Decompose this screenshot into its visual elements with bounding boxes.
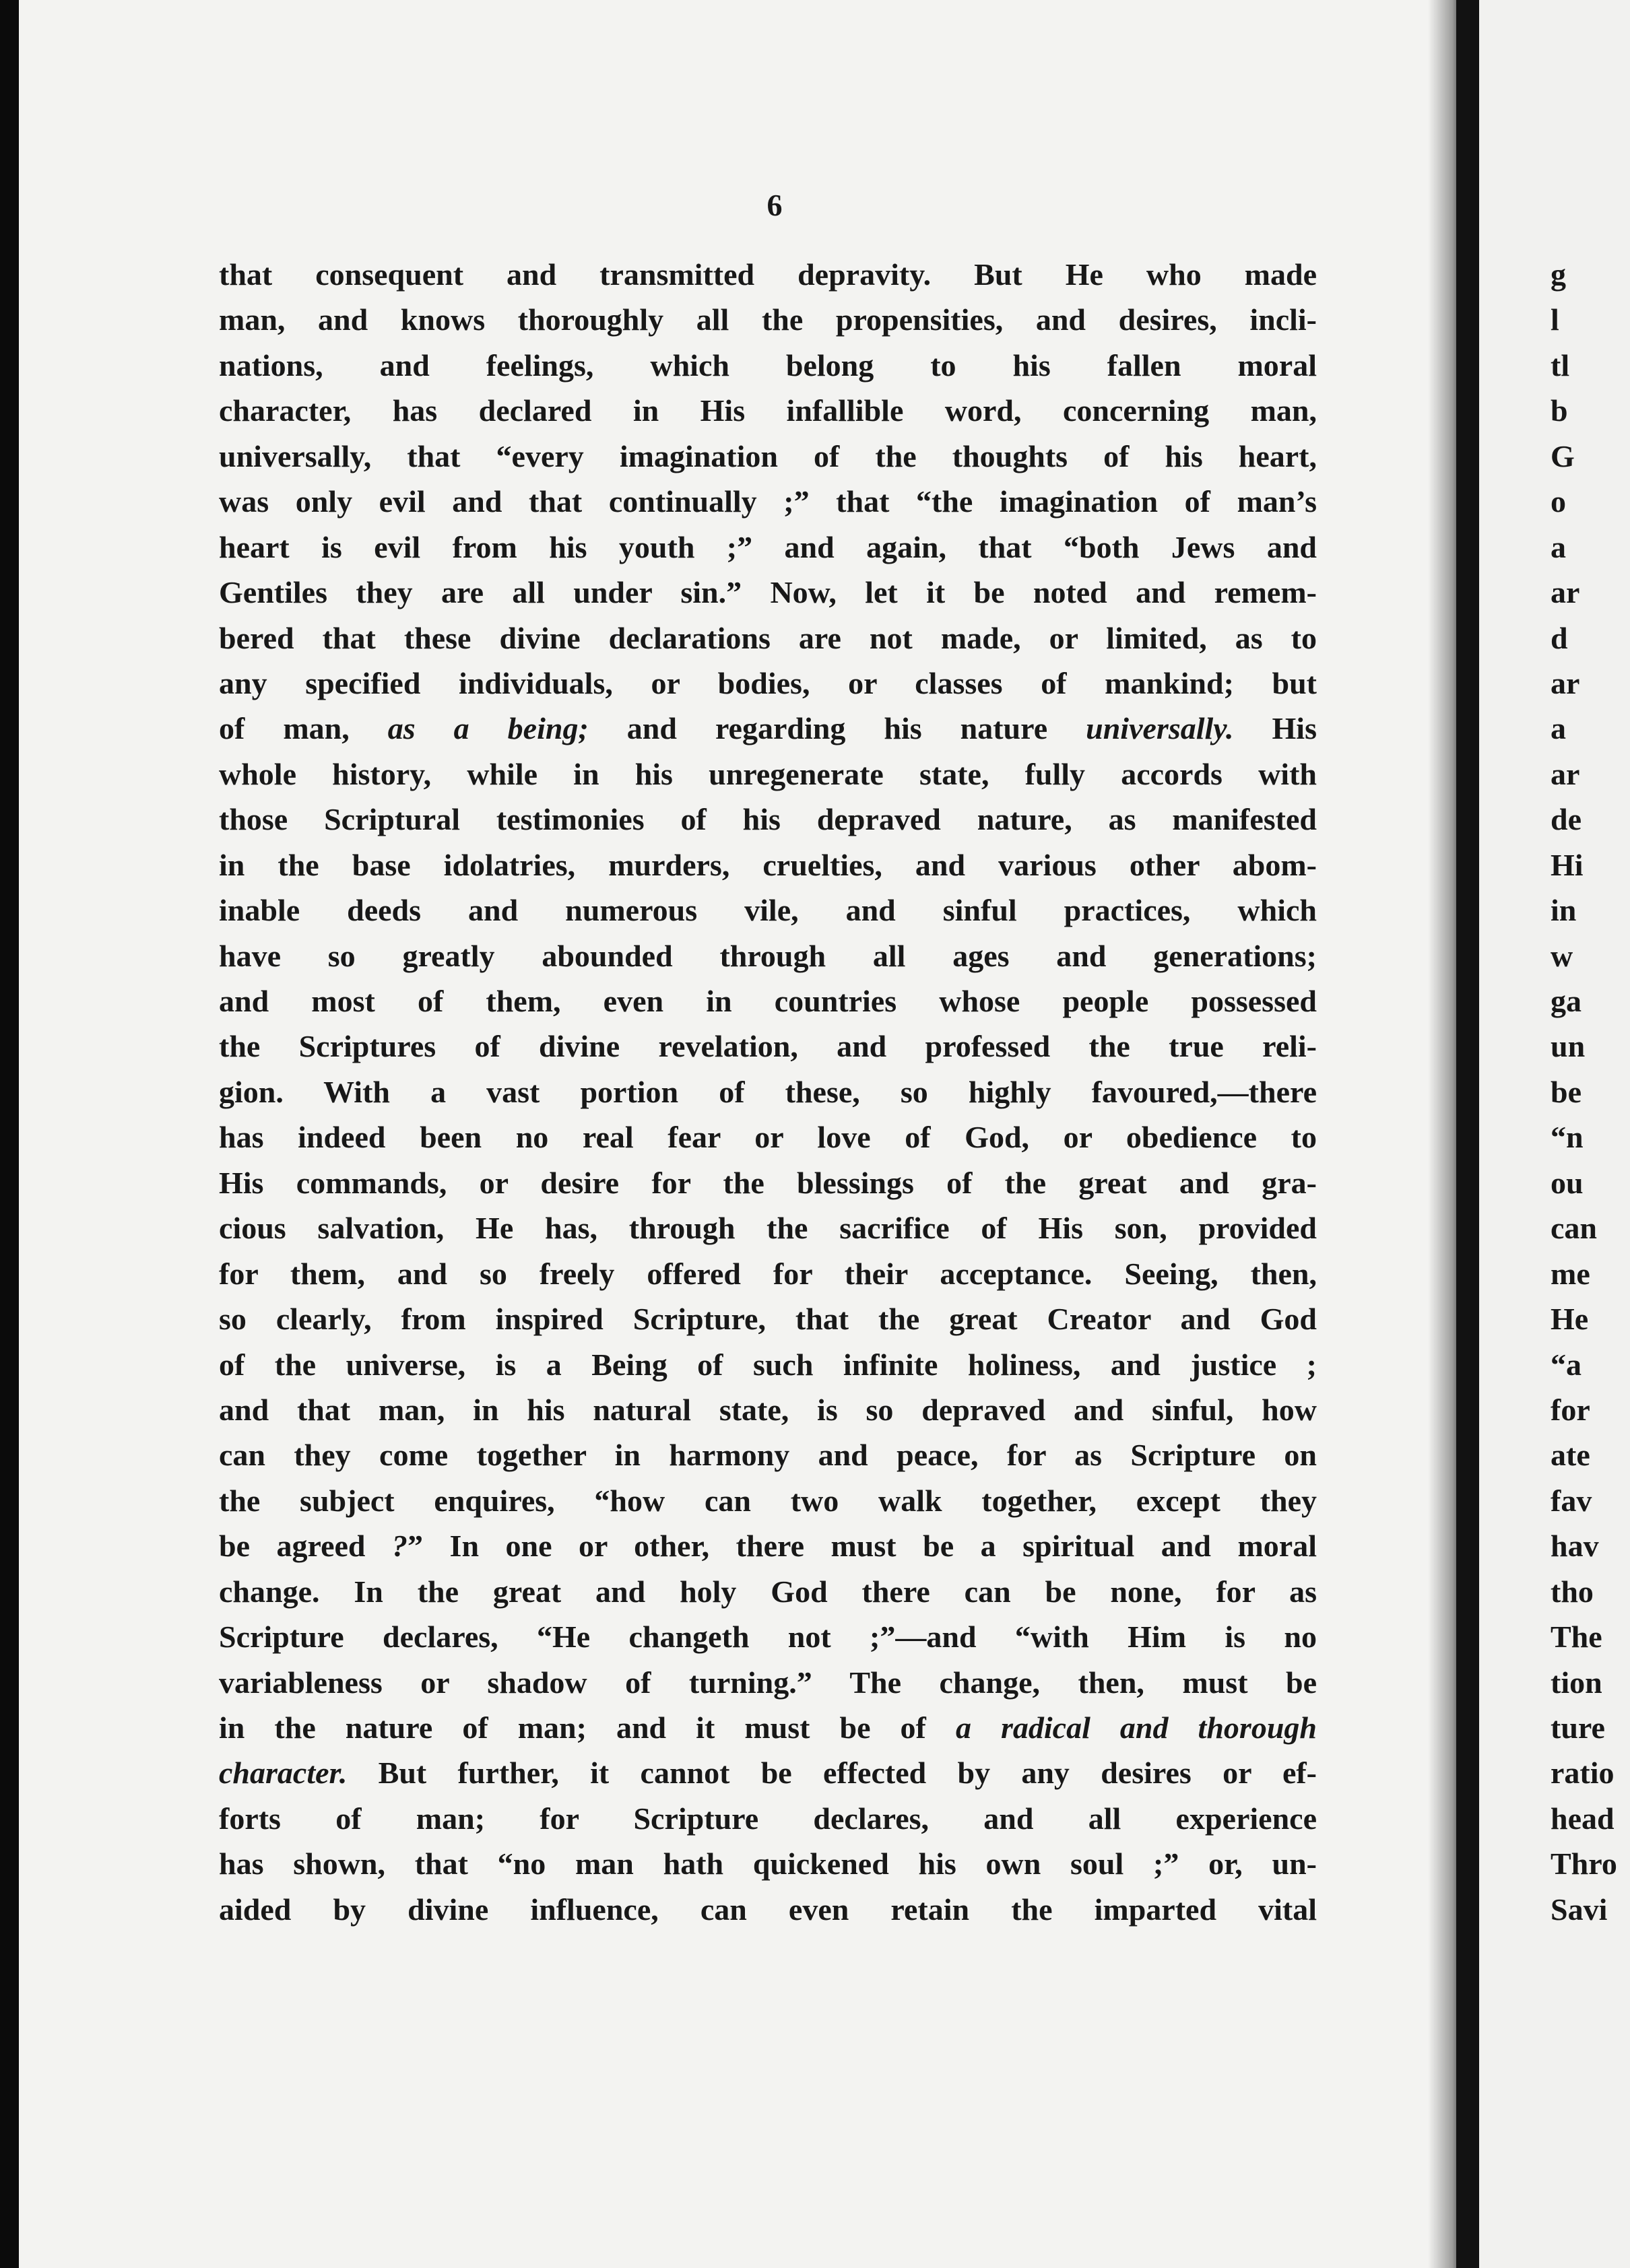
italic-phrase: ? (392, 1529, 408, 1564)
fragment-line: can (1551, 1211, 1597, 1246)
text-line: universally, that “every imagination of the thoughts of his heart, (219, 438, 1317, 473)
fragment-line: w (1551, 938, 1573, 973)
text-line: any specified individuals, or bodies, or classes of mankind; but (219, 665, 1317, 700)
text-line: heart is evil from his youth ;” and again, that “both Jews and (219, 529, 1317, 564)
text-line: and most of them, even in countries whose people possessed (219, 984, 1317, 1018)
fragment-line: “a (1551, 1347, 1582, 1382)
text-line: can they come together in harmony and peace, for as Scripture on (219, 1438, 1317, 1473)
text-segment: be agreed (219, 1529, 393, 1564)
fragment-line: be (1551, 1074, 1582, 1109)
text-line: of the universe, is a Being of such infinite holiness, and justice ; (219, 1347, 1317, 1382)
fragment-line: tl (1551, 347, 1570, 382)
body-text (219, 252, 1317, 1932)
fragment-line: Savi (1551, 1892, 1608, 1927)
fragment-line: g (1551, 257, 1566, 292)
fragment-line: Thro (1551, 1846, 1617, 1881)
text-line: change. In the great and holy God there can be none, for as (219, 1574, 1317, 1609)
text-line: has indeed been no real fear or love of God, or obedience to (219, 1120, 1317, 1155)
text-line: for them, and so freely offered for their acceptance. Seeing, then, (219, 1256, 1317, 1291)
fragment-line: The (1551, 1620, 1602, 1655)
fragment-line: tion (1551, 1665, 1602, 1700)
text-line (219, 706, 1317, 751)
italic-phrase: as a being; (387, 711, 589, 746)
fragment-line: Hi (1551, 847, 1584, 882)
fragment-line: de (1551, 802, 1582, 837)
text-line (219, 1705, 1317, 1750)
page-number: 6 (767, 188, 783, 222)
fragment-line: G (1551, 438, 1575, 473)
text-line: inable deeds and numerous vile, and sinful practices, which (219, 893, 1317, 928)
fragment-line: ou (1551, 1165, 1584, 1200)
book-gutter (1456, 0, 1479, 2268)
text-line: those Scriptural testimonies of his depraved nature, as manifested (219, 802, 1317, 837)
fragment-line: ga (1551, 984, 1582, 1018)
text-segment: ” In one or other, there must be a spiritual and moral (408, 1529, 1317, 1564)
text-line: bered that these divine declarations are not made, or limited, as to (219, 620, 1317, 655)
fragment-line: a (1551, 529, 1566, 564)
text-line: character, has declared in His infallible word, concerning man, (219, 393, 1317, 428)
fragment-line: tho (1551, 1574, 1594, 1609)
text-segment: His (1233, 711, 1317, 746)
text-line: that consequent and transmitted depravity. But He who made (219, 257, 1317, 292)
text-segment: in the nature of man; and it must be of (219, 1710, 956, 1745)
fragment-line: ratio (1551, 1756, 1615, 1791)
text-line: was only evil and that continually ;” that “the imagination of man’s (219, 484, 1317, 519)
text-line: His commands, or desire for the blessings of the great and gra- (219, 1165, 1317, 1200)
text-line: man, and knows thoroughly all the propensities, and desires, incli- (219, 302, 1317, 337)
text-line: and that man, in his natural state, is so depraved and sinful, how (219, 1392, 1317, 1427)
text-line: have so greatly abounded through all ages and generations; (219, 938, 1317, 973)
fragment-line: “n (1551, 1120, 1584, 1155)
fragment-line: ar (1551, 575, 1580, 610)
text-line (219, 1750, 1317, 1795)
text-line: aided by divine influence, can even retain the imparted vital (219, 1892, 1317, 1927)
fragment-line: l (1551, 302, 1559, 337)
fragment-line: ture (1551, 1710, 1605, 1745)
fragment-line: a (1551, 711, 1566, 746)
text-line: forts of man; for Scripture declares, and all experience (219, 1801, 1317, 1836)
text-line: has shown, that “no man hath quickened his own soul ;” or, un- (219, 1846, 1317, 1881)
italic-phrase: a radical and thorough (955, 1710, 1317, 1745)
text-segment: But further, it cannot be effected by any desires or ef- (347, 1756, 1317, 1791)
fragment-line: for (1551, 1392, 1590, 1427)
text-segment: of man, (219, 711, 388, 746)
fragment-line: hav (1551, 1529, 1599, 1564)
text-line: cious salvation, He has, through the sacrifice of His son, provided (219, 1211, 1317, 1246)
text-line: variableness or shadow of turning.” The change, then, must be (219, 1665, 1317, 1700)
text-line: Gentiles they are all under sin.” Now, let it be noted and remem- (219, 575, 1317, 610)
fragment-line: b (1551, 393, 1568, 428)
text-line: the subject enquires, “how can two walk together, except they (219, 1483, 1317, 1518)
italic-phrase: character. (219, 1756, 348, 1791)
fragment-line: ate (1551, 1438, 1590, 1473)
text-line (219, 1523, 1317, 1568)
fragment-line: d (1551, 620, 1568, 655)
right-page-text-fragments (1551, 252, 1630, 1932)
fragment-line: un (1551, 1029, 1586, 1064)
fragment-line: in (1551, 893, 1577, 928)
text-line: nations, and feelings, which belong to his fallen moral (219, 347, 1317, 382)
fragment-line: ar (1551, 756, 1580, 791)
text-segment: and regarding his nature (588, 711, 1086, 746)
fragment-line: He (1551, 1302, 1589, 1337)
text-line: in the base idolatries, murders, cruelties, and various other abom- (219, 847, 1317, 882)
fragment-line: o (1551, 484, 1566, 519)
fragment-line: ar (1551, 665, 1580, 700)
text-line: gion. With a vast portion of these, so highly favoured,—there (219, 1074, 1317, 1109)
text-line: so clearly, from inspired Scripture, that the great Creator and God (219, 1302, 1317, 1337)
text-line: whole history, while in his unregenerate state, fully accords with (219, 756, 1317, 791)
fragment-line: fav (1551, 1483, 1592, 1518)
fragment-line: me (1551, 1256, 1590, 1291)
fragment-line: head (1551, 1801, 1615, 1836)
italic-phrase: universally. (1086, 711, 1234, 746)
text-line: Scripture declares, “He changeth not ;”—and “with Him is no (219, 1620, 1317, 1655)
text-line: the Scriptures of divine revelation, and professed the true reli- (219, 1029, 1317, 1064)
